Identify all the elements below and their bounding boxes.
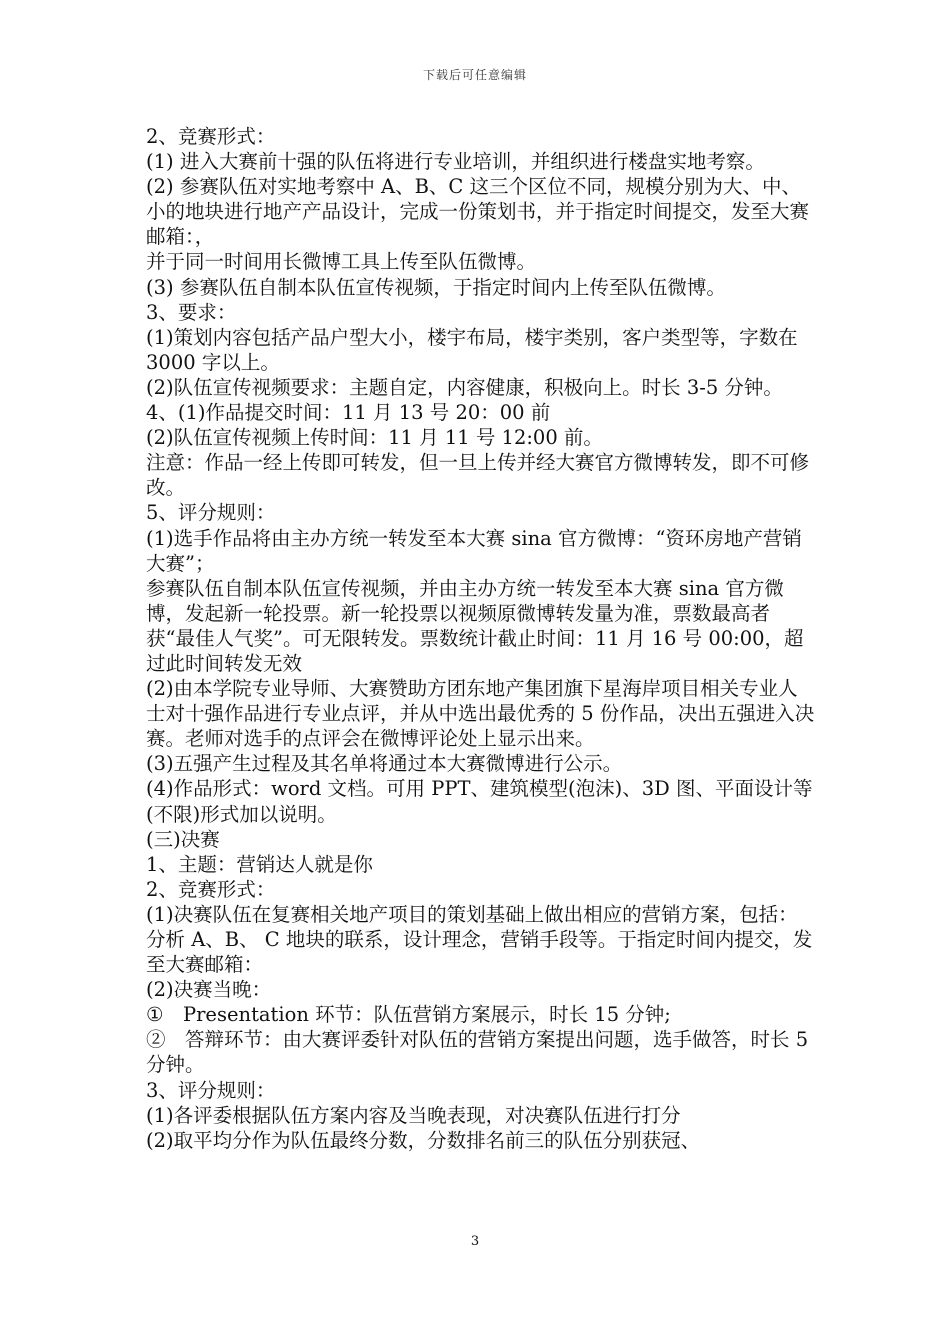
paragraph: (2) 参赛队伍对实地考察中 A、B、C 这三个区位不同，规模分别为大、中、小的地块进行地产产品设计，完成一份策划书，并于指定时间提交，发至大赛邮箱：， <box>146 175 810 249</box>
paragraph: (2)决赛当晚： <box>146 978 272 1002</box>
paragraph: (2)队伍宣传视频要求：主题自定，内容健康，积极向上。时长 3-5 分钟。 <box>146 375 783 399</box>
paragraph: (2)队伍宣传视频上传时间：11 月 11 号 12:00 前。 <box>146 426 603 450</box>
paragraph: 参赛队伍自制本队伍宣传视频，并由主办方统一转发至本大赛 sina 官方微博，发起新一轮投票。新一轮投票以视频原微博转发量为准，票数最高者获“最佳人气奖”。可无限转发。票数统计截止时间：11 月 16 号 00:00，超过此时间转发无效 <box>146 576 804 675</box>
paragraph: ① Presentation 环节：队伍营销方案展示，时长 15 分钟; <box>146 1003 671 1027</box>
paragraph: (1)选手作品将由主办方统一转发至本大赛 sina 官方微博：“资环房地产营销大赛”； <box>146 526 802 575</box>
paragraph: (三)决赛 <box>146 827 220 851</box>
paragraph: 注意：作品一经上传即可转发，但一旦上传并经大赛官方微博转发，即不可修改。 <box>146 451 810 500</box>
page-number: 3 <box>470 1234 480 1249</box>
paragraph: 并于同一时间用长微博工具上传至队伍微博。 <box>146 250 537 274</box>
paragraph: 3、评分规则： <box>146 1078 276 1102</box>
paragraph: (3) 参赛队伍自制本队伍宣传视频，于指定时间内上传至队伍微博。 <box>146 275 726 299</box>
paragraph: 2、竞赛形式： <box>146 877 276 901</box>
paragraph: ② 答辩环节：由大赛评委针对队伍的营销方案提出问题，选手做答，时长 5 分钟。 <box>146 1028 809 1077</box>
paragraph: 1、主题：营销达人就是你 <box>146 852 373 876</box>
paragraph: 3、要求： <box>146 300 237 324</box>
paragraph: 5、评分规则： <box>146 501 276 525</box>
document-body <box>146 124 816 1153</box>
page-header: 下载后可任意编辑 <box>422 68 527 82</box>
paragraph: (1)决赛队伍在复赛相关地产项目的策划基础上做出相应的营销方案，包括：分析 A、B、 C 地块的联系，设计理念，营销手段等。于指定时间内提交，发至大赛邮箱： <box>146 902 813 977</box>
paragraph: (2)由本学院专业导师、大赛赞助方团东地产集团旗下星海岸项目相关专业人士对十强作品进行专业点评，并从中选出最优秀的 5 份作品，决出五强进入决赛。老师对选手的点评会在微博评论处上显示出来。 <box>146 677 815 751</box>
paragraph: (3)五强产生过程及其名单将通过本大赛微博进行公示。 <box>146 752 623 776</box>
paragraph: (2)取平均分作为队伍最终分数，分数排名前三的队伍分别获冠、 <box>146 1128 701 1152</box>
paragraph: (1)各评委根据队伍方案内容及当晚表现，对决赛队伍进行打分 <box>146 1103 681 1127</box>
paragraph: 4、(1)作品提交时间：11 月 13 号 20：00 前 <box>146 401 551 425</box>
paragraph: (1)策划内容包括产品户型大小，楼宇布局，楼宇类别，客户类型等，字数在 3000 字以上。 <box>146 325 798 374</box>
paragraph: (4)作品形式：word 文档。可用 PPT、建筑模型(泡沫)、3D 图、平面设计等(不限)形式加以说明。 <box>146 777 813 826</box>
paragraph: (1) 进入大赛前十强的队伍将进行专业培训，并组织进行楼盘实地考察。 <box>146 150 765 174</box>
paragraph: 2、竞赛形式： <box>146 125 276 148</box>
